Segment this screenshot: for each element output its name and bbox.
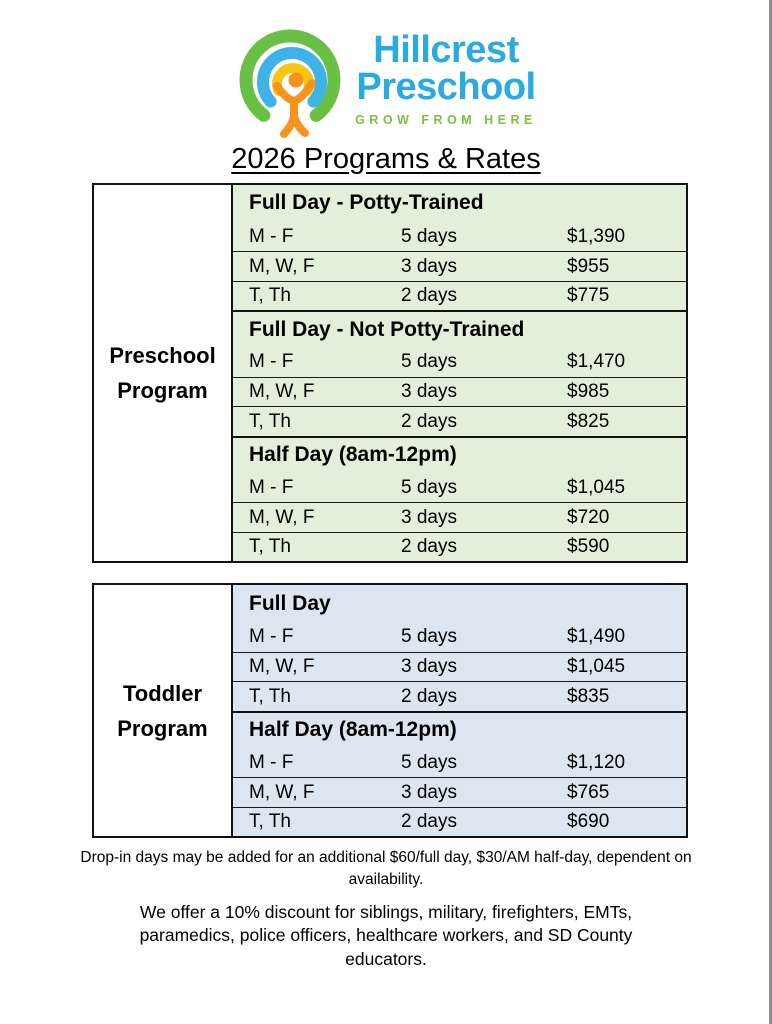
- rate-row: [233, 777, 686, 807]
- num-days: 2 days: [401, 811, 457, 833]
- rate-row: [233, 473, 686, 503]
- section-header: Full Day - Not Potty-Trained: [233, 310, 686, 347]
- rate-row: [233, 622, 686, 652]
- price: $775: [567, 285, 610, 307]
- child-figure-head: [289, 73, 304, 88]
- rate-row: [233, 748, 686, 778]
- logo-mark-icon: [235, 24, 349, 142]
- section-header: Full Day: [249, 591, 331, 615]
- price: $590: [567, 536, 610, 558]
- num-days: 2 days: [401, 285, 457, 307]
- price: $765: [567, 781, 610, 803]
- rate-row: [233, 807, 686, 837]
- rate-rows: [233, 185, 686, 562]
- rate-rows: [233, 585, 686, 836]
- price: $1,390: [567, 225, 626, 247]
- price: $1,490: [567, 626, 626, 648]
- rate-row: [233, 347, 686, 377]
- program-label: Preschool Program: [94, 185, 233, 562]
- price: $1,045: [567, 656, 626, 678]
- rate-row: [233, 681, 686, 711]
- days-label: M - F: [249, 351, 294, 373]
- days-label: T, Th: [249, 811, 291, 833]
- brand-text: [355, 24, 537, 127]
- price: $835: [567, 685, 610, 707]
- rate-row: [233, 406, 686, 436]
- brand-name-line2: Preschool: [356, 66, 536, 109]
- num-days: 5 days: [401, 476, 457, 498]
- days-label: M, W, F: [249, 506, 315, 528]
- num-days: 3 days: [401, 781, 457, 803]
- num-days: 5 days: [401, 626, 457, 648]
- rate-row: [233, 502, 686, 532]
- days-label: M, W, F: [249, 656, 315, 678]
- dropin-note: Drop-in days may be added for an additional $60/full day, $30/AM half-day, dependent on availability.: [80, 849, 692, 888]
- days-label: M - F: [249, 751, 294, 773]
- section-header: Half Day (8am-12pm): [233, 436, 686, 473]
- days-label: M, W, F: [249, 255, 315, 277]
- rate-row: [233, 251, 686, 281]
- price: $825: [567, 410, 610, 432]
- price: $1,470: [567, 351, 626, 373]
- price: $1,045: [567, 476, 626, 498]
- days-label: M - F: [249, 225, 294, 247]
- num-days: 5 days: [401, 751, 457, 773]
- price: $720: [567, 506, 610, 528]
- program-label: Toddler Program: [94, 585, 233, 836]
- days-label: T, Th: [249, 410, 291, 432]
- rate-row: [233, 281, 686, 311]
- num-days: 3 days: [401, 656, 457, 678]
- days-label: M - F: [249, 626, 294, 648]
- section-header: Full Day - Potty-Trained: [249, 191, 484, 215]
- days-label: M - F: [249, 476, 294, 498]
- days-label: M, W, F: [249, 781, 315, 803]
- discount-note: We offer a 10% discount for siblings, military, firefighters, EMTs, paramedics, police officers, healthcare workers, and SD County educators.: [139, 901, 633, 969]
- price: $985: [567, 381, 610, 403]
- brand-tagline: GROW FROM HERE: [355, 113, 537, 128]
- num-days: 3 days: [401, 381, 457, 403]
- section-header: Half Day (8am-12pm): [233, 711, 686, 748]
- num-days: 2 days: [401, 685, 457, 707]
- num-days: 3 days: [401, 506, 457, 528]
- preschool-program-table: [92, 183, 688, 564]
- price: $690: [567, 811, 610, 833]
- price: $955: [567, 255, 610, 277]
- page-title: 2026 Programs & Rates: [231, 143, 541, 175]
- num-days: 3 days: [401, 255, 457, 277]
- rate-row: [233, 532, 686, 562]
- price: $1,120: [567, 751, 626, 773]
- child-figure-icon: [277, 83, 312, 134]
- num-days: 5 days: [401, 225, 457, 247]
- days-label: T, Th: [249, 536, 291, 558]
- rate-row: [233, 377, 686, 407]
- brand-name-line1: Hillcrest: [373, 29, 519, 71]
- days-label: T, Th: [249, 685, 291, 707]
- days-label: T, Th: [249, 285, 291, 307]
- num-days: 2 days: [401, 536, 457, 558]
- num-days: 5 days: [401, 351, 457, 373]
- logo: [0, 0, 772, 142]
- rate-row: [233, 222, 686, 252]
- num-days: 2 days: [401, 410, 457, 432]
- rate-row: [233, 652, 686, 682]
- days-label: M, W, F: [249, 381, 315, 403]
- toddler-program-table: [92, 583, 688, 838]
